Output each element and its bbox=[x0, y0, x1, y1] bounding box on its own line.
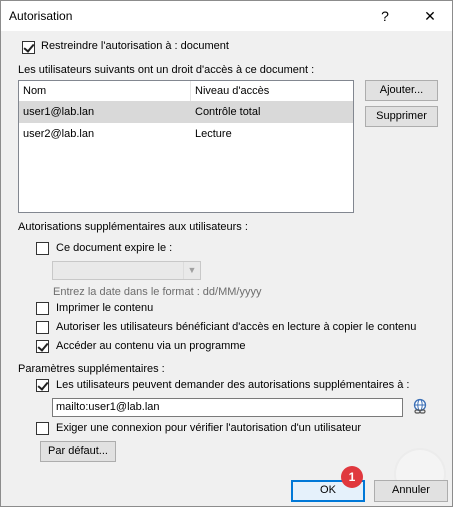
print-checkbox[interactable] bbox=[36, 302, 49, 315]
cancel-button[interactable]: Annuler bbox=[374, 480, 448, 502]
ok-button[interactable]: OK bbox=[291, 480, 365, 502]
program-access-label: Accéder au contenu via un programme bbox=[56, 340, 246, 352]
help-button[interactable]: ? bbox=[381, 8, 389, 24]
date-format-hint: Entrez la date dans le format : dd/MM/yyyy bbox=[53, 286, 262, 298]
user-access-level: Contrôle total bbox=[195, 106, 261, 118]
close-button[interactable]: ✕ bbox=[424, 8, 436, 24]
step-badge: 1 bbox=[341, 466, 363, 488]
title-bar bbox=[1, 1, 452, 31]
extra-permissions-caption: Autorisations supplémentaires aux utilisateurs : bbox=[18, 221, 248, 233]
restrict-checkbox[interactable] bbox=[22, 41, 35, 54]
request-permissions-label: Les utilisateurs peuvent demander des autorisations supplémentaires à : bbox=[56, 379, 410, 391]
list-item[interactable] bbox=[19, 123, 353, 145]
user-access-level: Lecture bbox=[195, 128, 232, 140]
copy-checkbox[interactable] bbox=[36, 321, 49, 334]
expire-checkbox[interactable] bbox=[36, 242, 49, 255]
user-name: user1@lab.lan bbox=[23, 106, 95, 118]
user-name: user2@lab.lan bbox=[23, 128, 95, 140]
chevron-down-icon: ▼ bbox=[183, 262, 200, 279]
add-button[interactable]: Ajouter... bbox=[365, 80, 438, 101]
link-globe-icon[interactable] bbox=[411, 398, 429, 416]
require-connection-checkbox[interactable] bbox=[36, 422, 49, 435]
request-permissions-checkbox[interactable] bbox=[36, 379, 49, 392]
window-title: Autorisation bbox=[9, 9, 73, 23]
default-button[interactable]: Par défaut... bbox=[40, 441, 116, 462]
expire-label: Ce document expire le : bbox=[56, 242, 173, 254]
users-list[interactable] bbox=[18, 80, 354, 213]
copy-label: Autoriser les utilisateurs bénéficiant d'accès en lecture à copier le contenu bbox=[56, 321, 417, 333]
remove-button[interactable]: Supprimer bbox=[365, 106, 438, 127]
list-item[interactable] bbox=[19, 101, 353, 123]
print-label: Imprimer le contenu bbox=[56, 302, 154, 314]
extra-parameters-caption: Paramètres supplémentaires : bbox=[18, 363, 165, 375]
require-connection-label: Exiger une connexion pour vérifier l'autorisation d'un utilisateur bbox=[56, 422, 362, 434]
expire-date-select[interactable] bbox=[52, 261, 201, 280]
program-access-checkbox[interactable] bbox=[36, 340, 49, 353]
column-header-access-level[interactable]: Niveau d'accès bbox=[195, 85, 270, 97]
column-header-name[interactable]: Nom bbox=[19, 81, 191, 101]
restrict-label: Restreindre l'autorisation à : document bbox=[41, 40, 229, 52]
users-caption: Les utilisateurs suivants ont un droit d'accès à ce document : bbox=[18, 64, 315, 76]
request-email-field[interactable]: mailto:user1@lab.lan bbox=[52, 398, 403, 417]
